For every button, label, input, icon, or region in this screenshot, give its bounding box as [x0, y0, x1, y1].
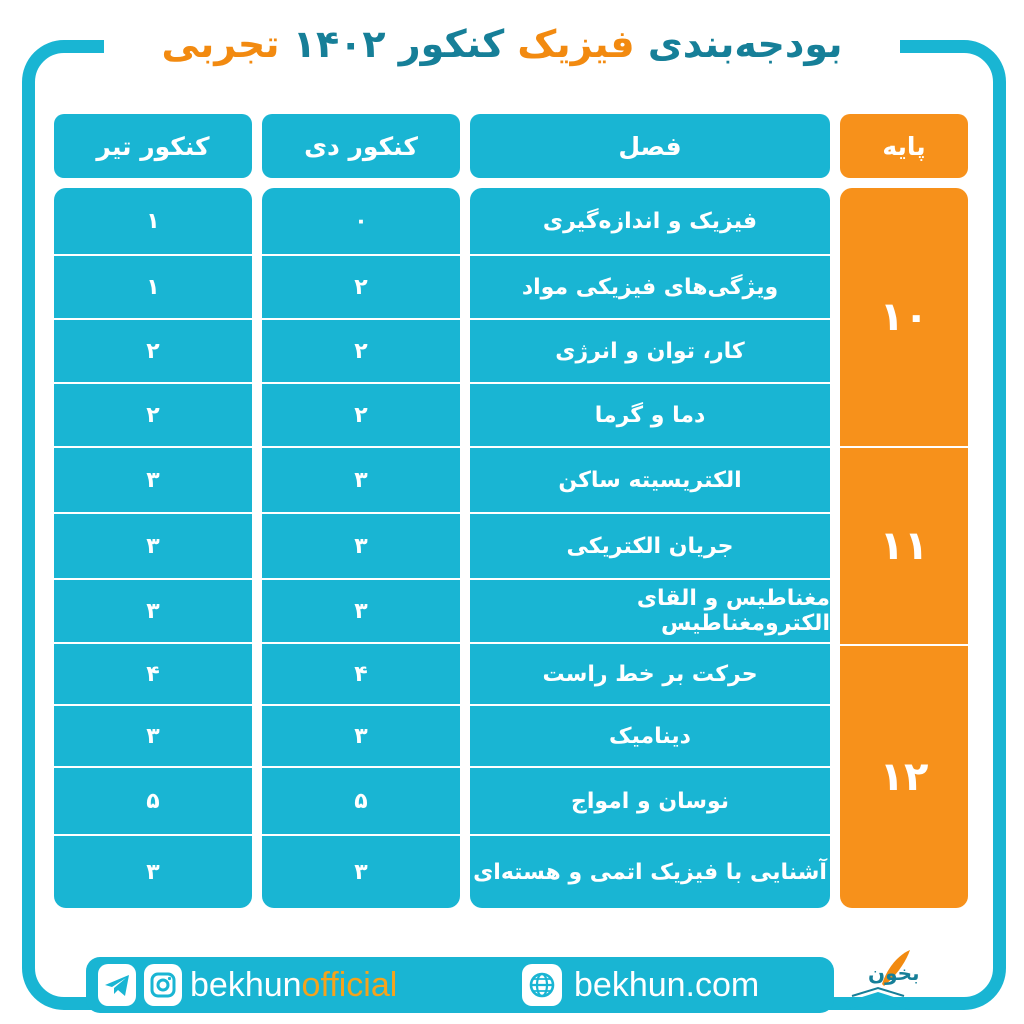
- tir-cell: ۳: [54, 512, 252, 578]
- dey-cell: ۰: [354, 208, 368, 234]
- tir-cell: ۵: [54, 766, 252, 834]
- instagram-icon[interactable]: [144, 964, 182, 1006]
- tir-cell: ۴: [54, 642, 252, 704]
- tir-cell: ۱: [146, 208, 160, 234]
- logo-wordmark: بخون: [868, 961, 918, 985]
- tir-cell: ۳: [54, 834, 252, 908]
- tir-cell: ۱: [54, 254, 252, 318]
- tir-cell: ۳: [54, 446, 252, 512]
- grade-10: ۱۰: [879, 294, 929, 340]
- chapter-cell: حرکت بر خط راست: [470, 642, 830, 704]
- bekhun-logo: [838, 944, 918, 1018]
- footer-handle: [190, 957, 397, 1013]
- title-highlight-experimental: تجربی: [161, 22, 280, 66]
- footer-bar: [86, 957, 834, 1013]
- grade-12: ۱۲: [840, 644, 968, 908]
- chapter-cell: دما و گرما: [470, 382, 830, 446]
- grade-column: [840, 188, 968, 908]
- chapter-cell: ویژگی‌های فیزیکی مواد: [470, 254, 830, 318]
- dey-cell: ۳: [262, 512, 460, 578]
- dey-cell: ۲: [262, 254, 460, 318]
- dey-cell: ۳: [262, 578, 460, 642]
- dey-cell: ۳: [262, 446, 460, 512]
- footer-site: bekhun.com: [574, 966, 760, 1004]
- chapter-cell: جریان الکتریکی: [470, 512, 830, 578]
- dey-column: [262, 188, 460, 908]
- chapter-cell: مغناطیس و القای الکترومغناطیس: [470, 578, 830, 642]
- dey-cell: ۲: [262, 382, 460, 446]
- dey-cell: ۵: [262, 766, 460, 834]
- tir-cell: ۲: [54, 318, 252, 382]
- dey-cell: ۳: [262, 704, 460, 766]
- tir-column: [54, 188, 252, 908]
- dey-cell: ۳: [262, 834, 460, 908]
- title-highlight-physics: فیزیک: [517, 22, 635, 66]
- footer-handle-main: bekhun: [190, 966, 302, 1004]
- title-part1: بودجه‌بندی: [647, 22, 843, 66]
- chapter-cell: الکتریسیته ساکن: [470, 446, 830, 512]
- header-tir: کنکور تیر: [54, 114, 252, 178]
- footer-handle-accent: official: [301, 966, 398, 1004]
- dey-cell: ۴: [262, 642, 460, 704]
- telegram-icon[interactable]: [98, 964, 136, 1006]
- tir-cell: ۳: [54, 704, 252, 766]
- tir-cell: ۲: [54, 382, 252, 446]
- header-chapter: فصل: [470, 114, 830, 178]
- chapter-cell: فیزیک و اندازه‌گیری: [542, 208, 758, 234]
- header-dey: کنکور دی: [262, 114, 460, 178]
- header-grade: پایه: [840, 114, 968, 178]
- chapter-column: [470, 188, 830, 908]
- chapter-cell: دینامیک: [470, 704, 830, 766]
- dey-cell: ۲: [262, 318, 460, 382]
- chapter-cell: آشنایی با فیزیک اتمی و هسته‌ای: [470, 834, 830, 908]
- chapter-cell: کار، توان و انرژی: [470, 318, 830, 382]
- tir-cell: ۳: [54, 578, 252, 642]
- title-part2: کنکور ۱۴۰۲: [292, 22, 505, 66]
- page-title: [104, 16, 900, 72]
- chapter-cell: نوسان و امواج: [470, 766, 830, 834]
- globe-icon[interactable]: [522, 964, 562, 1006]
- grade-11: ۱۱: [840, 446, 968, 644]
